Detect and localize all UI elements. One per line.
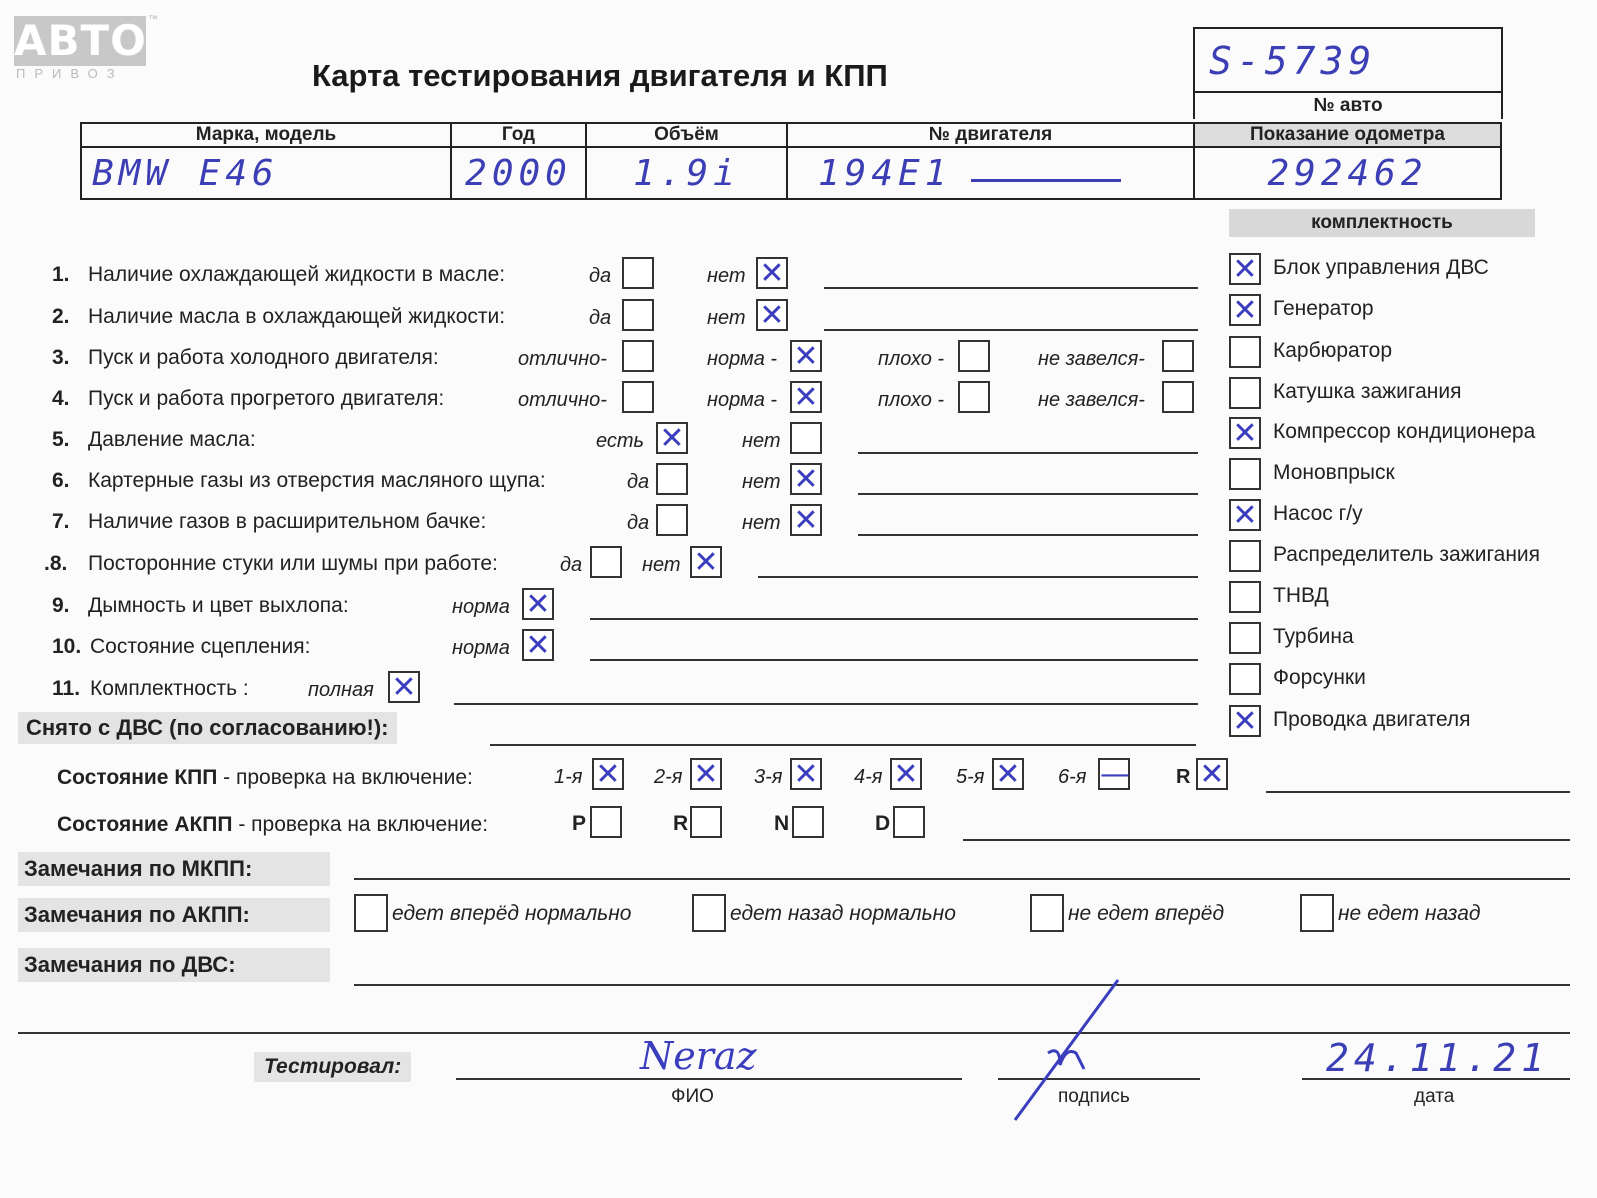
- kpp-title: Состояние КПП - проверка на включение:: [57, 766, 473, 789]
- kompl-label-5: Компрессор кондиционера: [1273, 420, 1536, 443]
- kpp-gear-checkbox-1-mark: ✕: [595, 757, 621, 792]
- kpp-gear-label-4: 4-я: [854, 766, 883, 788]
- row6-da-checkbox-mark: [658, 465, 686, 493]
- item-label-1: Наличие охлаждающей жидкости в масле:: [88, 263, 506, 286]
- row4-bad-checkbox-mark: [960, 383, 988, 411]
- row2-net-label: нет: [707, 307, 746, 329]
- kompl-checkbox-2-mark: ✕: [1232, 293, 1258, 328]
- item-label-5: Давление масла:: [88, 428, 256, 451]
- cell-engine-no: [787, 147, 1194, 199]
- cell-year: [451, 147, 586, 199]
- logo-subtitle: ПРИВОЗ: [16, 66, 124, 81]
- row2-da-checkbox-mark: [624, 301, 652, 329]
- kompl-label-2: Генератор: [1273, 297, 1374, 320]
- odometer-value: 292462: [1267, 152, 1428, 194]
- item-number-9: 9.: [52, 594, 70, 617]
- kompl-checkbox-10-mark: [1231, 624, 1259, 652]
- kpp-gear-checkbox-5[interactable]: [992, 758, 1024, 790]
- row8-da-label: да: [560, 554, 583, 576]
- kompl-label-11: Форсунки: [1273, 666, 1366, 689]
- row7-da-checkbox[interactable]: [656, 504, 688, 536]
- item-number-2: 2.: [52, 305, 70, 328]
- row1-net-checkbox-mark: ✕: [759, 256, 785, 291]
- akpp-gear-checkbox-3-mark: [794, 808, 822, 836]
- fio-signature: Neraz: [640, 1034, 757, 1078]
- row3-bad-checkbox[interactable]: [958, 340, 990, 372]
- row4-excellent-label: отлично-: [518, 389, 607, 411]
- akpp-option-label-2: едет назад нормально: [730, 902, 956, 925]
- row6-da-checkbox[interactable]: [656, 463, 688, 495]
- col-volume: Объём: [586, 123, 787, 147]
- kompl-checkbox-4-mark: [1231, 379, 1259, 407]
- row7-net-checkbox[interactable]: [790, 504, 822, 536]
- akpp-option-checkbox-1[interactable]: [354, 894, 388, 932]
- row6-line: [858, 493, 1198, 495]
- kpp-gear-checkbox-2-mark: ✕: [693, 757, 719, 792]
- kpp-gear-label-7: R: [1176, 766, 1191, 788]
- col-make-model: Марка, модель: [81, 123, 451, 147]
- row11-full-label: полная: [308, 679, 374, 701]
- sign-label: подпись: [1058, 1086, 1130, 1107]
- logo: АВТО: [14, 16, 147, 65]
- row2-net-checkbox-mark: ✕: [759, 298, 785, 333]
- row2-da-label: да: [589, 307, 612, 329]
- row4-normal-checkbox[interactable]: [790, 381, 822, 413]
- fio-label: ФИО: [671, 1086, 714, 1107]
- remarks-akpp-label: Замечания по АКПП:: [18, 898, 330, 932]
- kpp-gear-label-2: 2-я: [654, 766, 683, 788]
- kompl-label-6: Моновпрыск: [1273, 461, 1395, 484]
- akpp-gear-checkbox-4-mark: [895, 808, 923, 836]
- kpp-gear-label-1: 1-я: [554, 766, 583, 788]
- row3-excellent-checkbox-mark: [624, 342, 652, 370]
- row6-net-label: нет: [742, 471, 781, 493]
- engine-no-value: 194E1: [818, 152, 952, 194]
- row2-net-checkbox[interactable]: [756, 299, 788, 331]
- removed-from-engine-line: [490, 744, 1196, 746]
- item-number-6: 6.: [52, 469, 70, 492]
- kpp-gear-checkbox-4-mark: ✕: [893, 757, 919, 792]
- remarks-dvs-label: Замечания по ДВС:: [18, 948, 330, 982]
- item-label-10: Состояние сцепления:: [90, 635, 311, 658]
- item-label-4: Пуск и работа прогретого двигателя:: [88, 387, 445, 410]
- item-number-10: 10.: [52, 635, 82, 658]
- car-number-box: [1193, 27, 1503, 93]
- kompl-checkbox-2[interactable]: [1229, 294, 1261, 326]
- kpp-gear-checkbox-4[interactable]: [890, 758, 922, 790]
- row7-net-checkbox-mark: ✕: [793, 503, 819, 538]
- row4-normal-checkbox-mark: ✕: [793, 380, 819, 415]
- kompl-checkbox-3[interactable]: [1229, 336, 1261, 368]
- row5-net-label: нет: [742, 430, 781, 452]
- row5-est-checkbox-mark: ✕: [659, 421, 685, 456]
- kompl-checkbox-10[interactable]: [1229, 622, 1261, 654]
- year-value: 2000: [465, 152, 572, 194]
- row7-da-checkbox-mark: [658, 506, 686, 534]
- akpp-option-checkbox-3[interactable]: [1030, 894, 1064, 932]
- akpp-title: Состояние АКПП - проверка на включение:: [57, 813, 489, 836]
- row3-normal-label: норма -: [707, 348, 778, 370]
- kompl-checkbox-11-mark: [1231, 665, 1259, 693]
- akpp-gear-label-1: P: [572, 812, 587, 835]
- row4-nostart-label: не завелся-: [1038, 389, 1145, 411]
- kompl-checkbox-5-mark: ✕: [1232, 416, 1258, 451]
- kpp-gear-checkbox-7[interactable]: [1196, 758, 1228, 790]
- row6-net-checkbox[interactable]: [790, 463, 822, 495]
- cell-make-model: [81, 147, 451, 199]
- row10-normal-checkbox[interactable]: [522, 629, 554, 661]
- kompl-checkbox-3-mark: [1231, 338, 1259, 366]
- kpp-gear-label-3: 3-я: [754, 766, 783, 788]
- row5-net-checkbox-mark: [792, 424, 820, 452]
- kompl-checkbox-7-mark: ✕: [1232, 498, 1258, 533]
- kompl-checkbox-1[interactable]: [1229, 253, 1261, 285]
- row3-bad-label: плохо -: [878, 348, 945, 370]
- akpp-option-checkbox-2[interactable]: [692, 894, 726, 932]
- kompl-checkbox-9-mark: [1231, 583, 1259, 611]
- row3-normal-checkbox[interactable]: [790, 340, 822, 372]
- kpp-line: [1266, 791, 1570, 793]
- kpp-gear-checkbox-5-mark: ✕: [995, 757, 1021, 792]
- row11-full-checkbox-mark: ✕: [391, 670, 417, 705]
- item-label-9: Дымность и цвет выхлопа:: [88, 594, 349, 617]
- tested-by-label: Тестировал:: [254, 1052, 411, 1082]
- row10-normal-checkbox-mark: ✕: [525, 628, 551, 663]
- row7-line: [858, 534, 1198, 536]
- row9-normal-label: норма: [452, 596, 510, 618]
- row4-nostart-checkbox[interactable]: [1162, 381, 1194, 413]
- kpp-gear-label-5: 5-я: [956, 766, 985, 788]
- row4-excellent-checkbox[interactable]: [622, 381, 654, 413]
- row11-full-checkbox[interactable]: [388, 671, 420, 703]
- row1-line: [824, 287, 1198, 289]
- col-year: Год: [451, 123, 586, 147]
- row3-nostart-checkbox[interactable]: [1162, 340, 1194, 372]
- kompl-checkbox-12[interactable]: [1229, 705, 1261, 737]
- cell-odometer: [1194, 147, 1501, 199]
- page-title: Карта тестирования двигателя и КПП: [312, 58, 888, 93]
- engine-no-dash: [971, 179, 1121, 182]
- row3-normal-checkbox-mark: ✕: [793, 339, 819, 374]
- row6-da-label: да: [627, 471, 650, 493]
- item-number-7: 7.: [52, 510, 70, 533]
- kompl-checkbox-12-mark: ✕: [1232, 704, 1258, 739]
- row4-nostart-checkbox-mark: [1164, 383, 1192, 411]
- remarks-dvs-line: [354, 984, 1570, 986]
- item-label-3: Пуск и работа холодного двигателя:: [88, 346, 439, 369]
- volume-value: 1.9i: [633, 152, 740, 194]
- item-number-1: 1.: [52, 263, 70, 286]
- akpp-gear-label-2: R: [673, 812, 689, 835]
- logo-tm: ™: [148, 14, 158, 25]
- cell-volume: [586, 147, 787, 199]
- row2-line: [824, 329, 1198, 331]
- row1-da-checkbox-mark: [624, 259, 652, 287]
- row8-da-checkbox-mark: [592, 548, 620, 576]
- row5-line: [858, 452, 1198, 454]
- row1-da-label: да: [589, 265, 612, 287]
- row5-est-label: есть: [596, 430, 645, 452]
- row8-line: [758, 576, 1198, 578]
- kpp-gear-checkbox-3[interactable]: [790, 758, 822, 790]
- item-label-11: Комплектность :: [90, 677, 249, 700]
- kompl-checkbox-11[interactable]: [1229, 663, 1261, 695]
- remarks-mkpp-label: Замечания по МКПП:: [18, 852, 330, 886]
- kpp-gear-checkbox-3-mark: ✕: [793, 757, 819, 792]
- kpp-gear-checkbox-6[interactable]: [1098, 758, 1130, 790]
- item-number-11: 11.: [52, 677, 81, 700]
- kompl-checkbox-1-mark: ✕: [1232, 252, 1258, 287]
- akpp-gear-checkbox-4[interactable]: [893, 806, 925, 838]
- akpp-option-label-1: едет вперёд нормально: [392, 902, 632, 925]
- row4-bad-checkbox[interactable]: [958, 381, 990, 413]
- kpp-gear-checkbox-2[interactable]: [690, 758, 722, 790]
- kompl-checkbox-7[interactable]: [1229, 499, 1261, 531]
- row3-bad-checkbox-mark: [960, 342, 988, 370]
- row6-net-checkbox-mark: ✕: [793, 462, 819, 497]
- row3-nostart-checkbox-mark: [1164, 342, 1192, 370]
- removed-from-engine-label: Снято с ДВС (по согласованию!):: [18, 712, 397, 744]
- akpp-line: [963, 839, 1570, 841]
- row9-line: [590, 618, 1198, 620]
- kompl-label-12: Проводка двигателя: [1273, 708, 1471, 731]
- akpp-gear-label-3: N: [774, 812, 790, 835]
- kompl-checkbox-6-mark: [1231, 460, 1259, 488]
- kpp-gear-checkbox-6-mark: —: [1100, 757, 1130, 792]
- akpp-option-label-3: не едет вперёд: [1068, 902, 1225, 925]
- item-label-6: Картерные газы из отверстия масляного щупа:: [88, 469, 546, 492]
- kompl-checkbox-4[interactable]: [1229, 377, 1261, 409]
- item-label-7: Наличие газов в расширительном бачке:: [88, 510, 487, 533]
- remarks-mkpp-line: [354, 878, 1570, 880]
- row5-est-checkbox[interactable]: [656, 422, 688, 454]
- row3-excellent-label: отлично-: [518, 348, 607, 370]
- item-number-3: 3.: [52, 346, 70, 369]
- kompl-checkbox-8-mark: [1231, 542, 1259, 570]
- row8-net-checkbox[interactable]: [690, 546, 722, 578]
- kompl-checkbox-9[interactable]: [1229, 581, 1261, 613]
- row5-net-checkbox[interactable]: [790, 422, 822, 454]
- akpp-gear-checkbox-3[interactable]: [792, 806, 824, 838]
- akpp-gear-checkbox-2[interactable]: [690, 806, 722, 838]
- kompl-checkbox-5[interactable]: [1229, 417, 1261, 449]
- row10-normal-label: норма: [452, 637, 510, 659]
- item-label-2: Наличие масла в охлаждающей жидкости:: [88, 305, 506, 328]
- make-model-value: BMW E46: [92, 152, 279, 194]
- kompl-label-4: Катушка зажигания: [1273, 380, 1462, 403]
- row8-da-checkbox[interactable]: [590, 546, 622, 578]
- kompl-label-7: Насос г/у: [1273, 502, 1363, 525]
- kompl-label-8: Распределитель зажигания: [1273, 543, 1541, 566]
- kompl-checkbox-6[interactable]: [1229, 458, 1261, 490]
- car-number-value: S-5739: [1209, 39, 1377, 83]
- row2-da-checkbox[interactable]: [622, 299, 654, 331]
- akpp-gear-label-4: D: [875, 812, 891, 835]
- row3-excellent-checkbox[interactable]: [622, 340, 654, 372]
- row4-excellent-checkbox-mark: [624, 383, 652, 411]
- date-value: 24.11.21: [1326, 1036, 1550, 1080]
- kpp-gear-label-6: 6-я: [1058, 766, 1087, 788]
- akpp-gear-checkbox-2-mark: [692, 808, 720, 836]
- item-label-8: Посторонние стуки или шумы при работе:: [88, 552, 498, 575]
- kompl-checkbox-8[interactable]: [1229, 540, 1261, 572]
- footer-divider: [18, 1032, 1570, 1034]
- kompl-title: комплектность: [1229, 209, 1535, 237]
- row7-net-label: нет: [742, 512, 781, 534]
- akpp-gear-checkbox-1[interactable]: [590, 806, 622, 838]
- row1-net-label: нет: [707, 265, 746, 287]
- akpp-gear-checkbox-1-mark: [592, 808, 620, 836]
- row4-bad-label: плохо -: [878, 389, 945, 411]
- col-odometer: Показание одометра: [1194, 123, 1501, 147]
- row8-net-label: нет: [642, 554, 681, 576]
- kpp-gear-checkbox-1[interactable]: [592, 758, 624, 790]
- row8-net-checkbox-mark: ✕: [693, 545, 719, 580]
- row1-da-checkbox[interactable]: [622, 257, 654, 289]
- row7-da-label: да: [627, 512, 650, 534]
- kpp-gear-checkbox-7-mark: ✕: [1199, 757, 1225, 792]
- item-number-4: 4.: [52, 387, 70, 410]
- row4-normal-label: норма -: [707, 389, 778, 411]
- kompl-label-1: Блок управления ДВС: [1273, 256, 1489, 279]
- item-number-5: 5.: [52, 428, 70, 451]
- row10-line: [590, 659, 1198, 661]
- date-label: дата: [1414, 1086, 1455, 1107]
- row1-net-checkbox[interactable]: [756, 257, 788, 289]
- row9-normal-checkbox[interactable]: [522, 588, 554, 620]
- car-number-label: № авто: [1193, 91, 1503, 119]
- kompl-label-3: Карбюратор: [1273, 339, 1393, 362]
- row3-nostart-label: не завелся-: [1038, 348, 1145, 370]
- vehicle-info-table: [80, 122, 1502, 200]
- akpp-option-label-4: не едет назад: [1338, 902, 1481, 925]
- kompl-label-10: Турбина: [1273, 625, 1354, 648]
- fio-line: [456, 1078, 962, 1080]
- akpp-option-checkbox-4[interactable]: [1300, 894, 1334, 932]
- row9-normal-checkbox-mark: ✕: [525, 587, 551, 622]
- row11-line: [454, 703, 1198, 705]
- kompl-label-9: ТНВД: [1273, 584, 1329, 607]
- col-engine-no: № двигателя: [787, 123, 1194, 147]
- item-number-8: .8.: [44, 552, 68, 575]
